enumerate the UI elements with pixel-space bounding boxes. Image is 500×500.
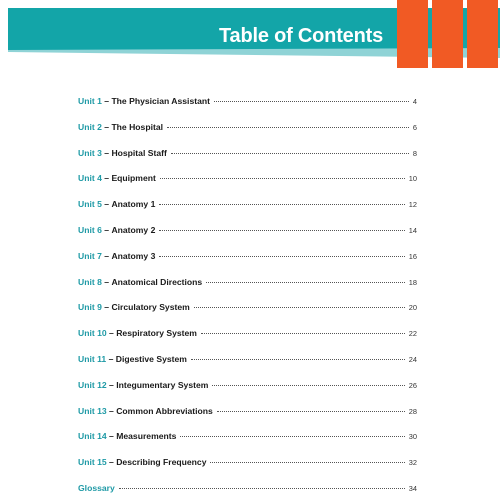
toc-unit-label: Unit 10 bbox=[78, 328, 107, 339]
toc-entry[interactable] bbox=[78, 406, 417, 432]
toc-unit-label: Unit 5 bbox=[78, 199, 102, 210]
toc-topic: Anatomical Directions bbox=[111, 276, 203, 287]
toc-topic: Respiratory System bbox=[116, 328, 197, 339]
toc-page-number: 12 bbox=[408, 200, 417, 210]
toc-dot-leader bbox=[201, 333, 405, 334]
toc-unit-label: Unit 14 bbox=[78, 431, 107, 442]
toc-separator: – bbox=[106, 353, 116, 364]
toc-page-number: 14 bbox=[408, 225, 417, 235]
toc-entry[interactable] bbox=[78, 380, 417, 406]
toc-topic: Integumentary System bbox=[116, 379, 209, 390]
toc-page-number: 6 bbox=[412, 122, 417, 132]
toc-topic: Anatomy 1 bbox=[111, 199, 156, 210]
toc-separator: – bbox=[106, 431, 117, 442]
table-of-contents bbox=[78, 96, 417, 500]
toc-unit-label: Unit 11 bbox=[78, 353, 107, 364]
toc-dot-leader bbox=[171, 153, 409, 154]
toc-dot-leader bbox=[159, 204, 404, 205]
toc-dot-leader bbox=[191, 359, 405, 360]
toc-dot-leader bbox=[210, 462, 404, 463]
toc-unit-label: Unit 6 bbox=[78, 224, 102, 235]
toc-entry[interactable] bbox=[78, 483, 417, 500]
toc-entry[interactable] bbox=[78, 457, 417, 483]
toc-entry[interactable] bbox=[78, 431, 417, 457]
toc-entry[interactable] bbox=[78, 302, 417, 328]
toc-entry[interactable] bbox=[78, 148, 417, 174]
toc-dot-leader bbox=[159, 256, 404, 257]
toc-dot-leader bbox=[217, 411, 405, 412]
toc-topic: Common Abbreviations bbox=[116, 405, 213, 416]
toc-dot-leader bbox=[194, 307, 405, 308]
accent-bar-1 bbox=[397, 0, 428, 68]
toc-entry[interactable] bbox=[78, 173, 417, 199]
toc-entry[interactable] bbox=[78, 225, 417, 251]
toc-entry[interactable] bbox=[78, 251, 417, 277]
toc-topic: Describing Frequency bbox=[116, 457, 207, 468]
toc-separator: – bbox=[106, 457, 117, 468]
toc-unit-label: Unit 9 bbox=[78, 302, 102, 313]
toc-dot-leader bbox=[206, 282, 405, 283]
toc-unit-label: Unit 2 bbox=[78, 121, 102, 132]
toc-entry[interactable] bbox=[78, 96, 417, 122]
toc-separator: – bbox=[106, 405, 117, 416]
toc-unit-label: Unit 15 bbox=[78, 457, 107, 468]
toc-dot-leader bbox=[180, 436, 404, 437]
toc-separator: – bbox=[101, 224, 112, 235]
toc-separator: – bbox=[101, 199, 112, 210]
toc-separator: – bbox=[101, 96, 112, 106]
toc-topic: Hospital Staff bbox=[111, 147, 167, 158]
toc-topic: Anatomy 3 bbox=[111, 250, 156, 261]
toc-entry[interactable] bbox=[78, 354, 417, 380]
toc-unit-label: Unit 13 bbox=[78, 405, 107, 416]
toc-page-number: 10 bbox=[408, 174, 417, 184]
toc-unit-label: Unit 3 bbox=[78, 147, 102, 158]
toc-separator: – bbox=[101, 121, 112, 132]
toc-page-number: 28 bbox=[408, 406, 417, 416]
toc-entry[interactable] bbox=[78, 277, 417, 303]
toc-unit-label: Unit 4 bbox=[78, 173, 102, 184]
toc-unit-label: Unit 1 bbox=[78, 96, 102, 106]
toc-topic: Circulatory System bbox=[111, 302, 190, 313]
toc-page-number: 24 bbox=[408, 354, 417, 364]
toc-topic: Anatomy 2 bbox=[111, 224, 156, 235]
toc-topic: Measurements bbox=[116, 431, 177, 442]
toc-unit-label: Unit 7 bbox=[78, 250, 102, 261]
toc-unit-label: Unit 8 bbox=[78, 276, 102, 287]
toc-page-number: 8 bbox=[412, 148, 417, 158]
toc-page-number: 4 bbox=[412, 97, 417, 106]
toc-separator: – bbox=[101, 250, 112, 261]
toc-dot-leader bbox=[160, 178, 405, 179]
toc-unit-label: Unit 12 bbox=[78, 379, 107, 390]
toc-entry[interactable] bbox=[78, 328, 417, 354]
toc-entry[interactable] bbox=[78, 199, 417, 225]
toc-page-number: 22 bbox=[408, 329, 417, 339]
toc-separator: – bbox=[106, 328, 117, 339]
toc-topic: The Physician Assistant bbox=[111, 96, 210, 106]
toc-page-number: 26 bbox=[408, 380, 417, 390]
toc-separator: – bbox=[101, 276, 112, 287]
toc-dot-leader bbox=[159, 230, 404, 231]
toc-dot-leader bbox=[167, 127, 409, 128]
toc-page-number: 30 bbox=[408, 432, 417, 442]
accent-bar-2 bbox=[432, 0, 463, 68]
toc-page-number: 20 bbox=[408, 303, 417, 313]
toc-unit-label: Glossary bbox=[78, 482, 115, 493]
toc-page-number: 16 bbox=[408, 251, 417, 261]
toc-page-number: 32 bbox=[408, 458, 417, 468]
toc-topic: The Hospital bbox=[111, 121, 164, 132]
toc-entry[interactable] bbox=[78, 122, 417, 148]
page-title: Table of Contents bbox=[218, 25, 383, 47]
toc-separator: – bbox=[101, 302, 112, 313]
toc-page-number: 34 bbox=[408, 483, 417, 493]
toc-dot-leader bbox=[212, 385, 404, 386]
toc-separator: – bbox=[106, 379, 117, 390]
toc-separator: – bbox=[101, 173, 112, 184]
toc-separator: – bbox=[101, 147, 112, 158]
toc-topic: Digestive System bbox=[115, 353, 187, 364]
toc-page-number: 18 bbox=[408, 277, 417, 287]
toc-topic: Equipment bbox=[111, 173, 156, 184]
toc-dot-leader bbox=[214, 101, 409, 102]
toc-dot-leader bbox=[119, 488, 405, 489]
accent-bar-3 bbox=[467, 0, 498, 68]
